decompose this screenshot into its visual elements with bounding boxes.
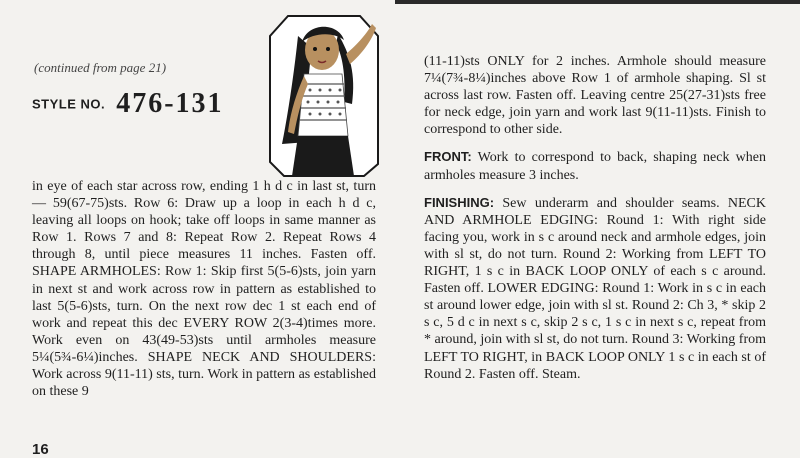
- front-section: [424, 148, 766, 183]
- finishing-section: [424, 194, 766, 383]
- finishing-text: Sew underarm and shoulder seams. NECK AND ARMHOLE EDGING: Round 1: With right side facing you, work in s c around neck and armhole edges, join with sl st, do not turn. Round 2: Working from LEFT TO RIGHT, 1 s c in BACK LOOP ONLY of each s c around. Fasten off. LOWER EDGING: Round 1: Work in s c in each st around lower edge, join with sl st. Round 2: Ch 3, * skip 2 s c, 5 d c in next s c, skip 2 s c, 1 s c in next s c, repeat from * around, join with sl st, do not turn. Round 3: Working from LEFT TO RIGHT, in BACK LOOP ONLY 1 s c in each st of Round 2. Fasten off. Steam.: [424, 195, 766, 382]
- style-heading: [32, 88, 224, 120]
- top-rule: [395, 0, 800, 4]
- style-label: STYLE NO.: [32, 96, 106, 112]
- continued-note: (continued from page 21): [34, 60, 167, 75]
- style-number: 476-131: [116, 88, 224, 119]
- front-text: Work to correspond to back, shaping neck when armholes measure 3 inches.: [424, 150, 766, 183]
- left-column: [32, 178, 376, 400]
- finishing-heading: FINISHING:: [424, 194, 495, 210]
- right-column: [424, 53, 766, 383]
- page-number: 16: [32, 441, 49, 458]
- right-column-intro: (11-11)sts ONLY for 2 inches. Armhole should measure 7¼(7¾-8¼)inches above Row 1 of armhole shaping. Sl st across last row. Fasten off. Leaving centre 25(27-31)sts free for neck edge, join yarn and work last 9(11-11)sts. Finish to correspond to other side.: [424, 54, 766, 138]
- model-illustration: [268, 14, 380, 178]
- front-heading: FRONT:: [424, 149, 472, 165]
- left-column-text: in eye of each star across row, ending 1 h d c in last st, turn — 59(67-75)sts. Row 6: Draw up a loop in each h d c, leaving all loops on hook; take off loops in same manner as Row 1. Rows 7 and 8: Repeat Row 2. Repeat Rows 4 through 8, until piece measures 11 inches. Fasten off. SHAPE ARMHOLES: Row 1: Skip first 5(5-6)sts, join yarn in next st and work across row in pattern as established to last 5(5-6)sts, turn. On the next row dec 1 st each end of work and repeat this dec EVERY ROW 2(3-4)times more. Work even on 43(49-53)sts until armholes measure 5¼(5¾-6¼)inches. SHAPE NECK AND SHOULDERS: Work across 9(11-11) sts, turn. Work in pattern as established on these 9: [32, 179, 376, 400]
